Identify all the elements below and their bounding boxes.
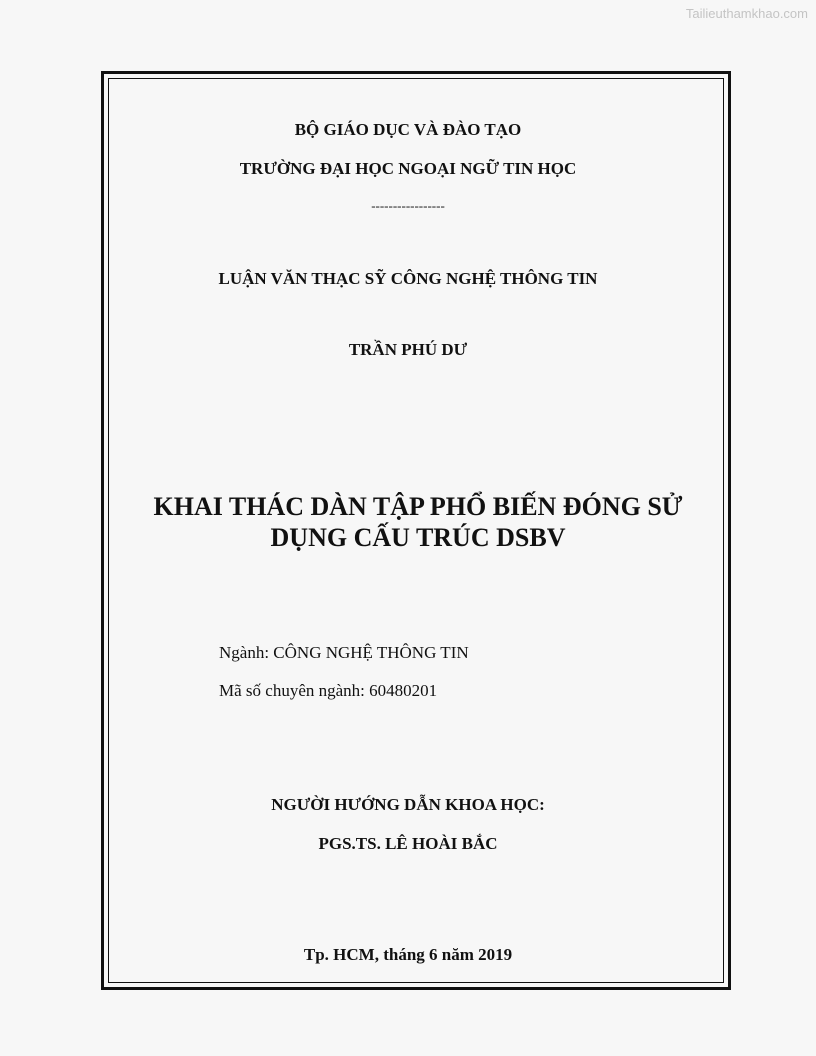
place-date: Tp. HCM, tháng 6 năm 2019 (303, 945, 513, 964)
supervisor-name: PGS.TS. LÊ HOÀI BẮC (318, 834, 498, 853)
degree-heading: LUẬN VĂN THẠC SỸ CÔNG NGHỆ THÔNG TIN (218, 269, 598, 288)
thesis-title-line-2: DỤNG CẤU TRÚC DSBV (270, 523, 566, 552)
major-code: Mã số chuyên ngành: 60480201 (219, 681, 438, 700)
thesis-title-line-1: KHAI THÁC DÀN TẬP PHỔ BIẾN ĐÓNG SỬ (153, 492, 683, 521)
author-name: TRẦN PHÚ DƯ (348, 340, 468, 359)
supervisor-label: NGƯỜI HƯỚNG DẪN KHOA HỌC: (271, 795, 545, 814)
ministry-heading: BỘ GIÁO DỤC VÀ ĐÀO TẠO (294, 120, 522, 139)
separator: ----------------- (371, 198, 445, 213)
watermark: Tailieuthamkhao.com (685, 6, 808, 21)
university-heading: TRƯỜNG ĐẠI HỌC NGOẠI NGỮ TIN HỌC (239, 159, 577, 178)
major-field: Ngành: CÔNG NGHỆ THÔNG TIN (219, 643, 469, 662)
